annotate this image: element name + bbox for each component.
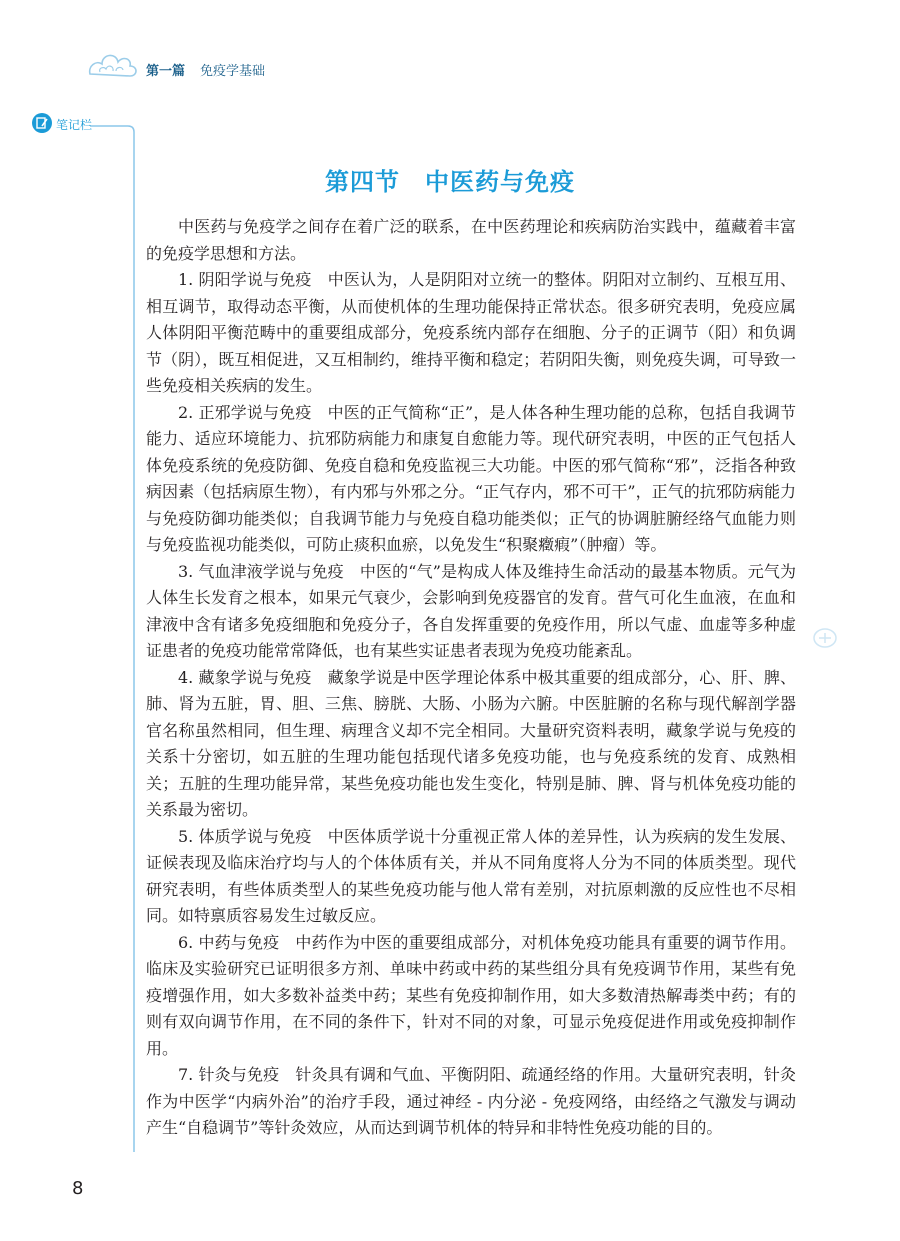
paragraph-text: 中药作为中医的重要组成部分，对机体免疫功能具有重要的调节作用。临床及实验研究已证明很多方剂、单味中药或中药的某些组分具有免疫调节作用，某些有免疫增强作用，如大多数补益类中药；某些有免疫抑制作用，如大多数清热解毒类中药；有的则有双向调节作用，在不同的条件下，针对不同的对象，可显示免疫促进作用或免疫抑制作用。 [146, 932, 796, 1058]
paragraph-text: 藏象学说是中医学理论体系中极其重要的组成部分，心、肝、脾、肺、肾为五脏，胃、胆、三焦、膀胱、大肠、小肠为六腑。中医脏腑的名称与现代解剖学器官名称虽然相同，但生理、病理含义却不完全相同。大量研究资料表明，藏象学说与免疫的关系十分密切，如五脏的生理功能包括现代诸多免疫功能，也与免疫系统的发育、成熟相关；五脏的生理功能异常，某些免疫功能也发生变化，特别是肺、脾、肾与机体免疫功能的关系最为密切。 [146, 667, 796, 819]
paragraph-text: 中医药与免疫学之间存在着广泛的联系，在中医药理论和疾病防治实践中，蕴藏着丰富的免疫学思想和方法。 [146, 217, 796, 263]
paragraph-heading: 5. 体质学说与免疫 [178, 826, 328, 846]
paragraph-text: 中医的“气”是构成人体及维持生命活动的最基本物质。元气为人体生长发育之根本，如果元气衰少，会影响到免疫器官的发育。营气可化生血液，在血和津液中含有诸多免疫细胞和免疫分子，各自发挥重要的免疫作用，所以气虚、血虚等多种虚证患者的免疫功能常常降低，也有某些实证患者表现为免疫功能紊乱。 [146, 561, 796, 660]
paragraph-text: 中医体质学说十分重视正常人体的差异性，认为疾病的发生发展、证候表现及临床治疗均与人的个体体质有关，并从不同角度将人分为不同的体质类型。现代研究表明，有些体质类型人的某些免疫功能与他人常有差别，对抗原刺激的反应性也不尽相同。如特禀质容易发生过敏反应。 [146, 826, 796, 925]
paragraph-heading: 2. 正邪学说与免疫 [178, 402, 328, 422]
paragraph-ti-zhi [146, 824, 796, 930]
paragraph-heading: 3. 气血津液学说与免疫 [178, 561, 360, 581]
paragraph-text: 中医的正气简称“正”，是人体各种生理功能的总称，包括自我调节能力、适应环境能力、抗邪防病能力和康复自愈能力等。现代研究表明，中医的正气包括人体免疫系统的免疫防御、免疫自稳和免疫监视三大功能。中医的邪气简称“邪”，泛指各种致病因素（包括病原生物），有内邪与外邪之分。“正气存内，邪不可干”，正气的抗邪防病能力与免疫防御功能类似；自我调节能力与免疫自稳功能类似；正气的协调脏腑经络气血能力则与免疫监视功能类似，可防止痰积血瘀，以免发生“积聚癥瘕”（肿瘤）等。 [146, 402, 796, 554]
paragraph-heading: 6. 中药与免疫 [178, 932, 296, 952]
paragraph-intro [146, 214, 796, 267]
paragraph-acupuncture [146, 1062, 796, 1142]
body-text [146, 214, 796, 1142]
header-title: 免疫学基础 [200, 64, 266, 79]
header-part-label: 第一篇 [146, 64, 186, 79]
notes-column-label: 笔记栏 [56, 118, 93, 132]
paragraph-yin-yang [146, 267, 796, 400]
section-title: 第四节 中医药与免疫 [325, 168, 575, 196]
paragraph-heading: 1. 阴阳学说与免疫 [178, 270, 328, 289]
paragraph-text: 中医认为，人是阴阳对立统一的整体。阴阳对立制约、互根互用、相互调节，取得动态平衡，从而使机体的生理功能保持正常状态。很多研究表明，免疫应属人体阴阳平衡范畴中的重要组成部分，免疫系统内部存在细胞、分子的正调节（阳）和负调节（阴），既互相促进，又互相制约，维持平衡和稳定；若阴阳失衡，则免疫失调，可导致一些免疫相关疾病的发生。 [146, 270, 796, 395]
paragraph-zheng-xie [146, 400, 796, 559]
paragraph-zang-xiang [146, 665, 796, 824]
notes-pen-icon [32, 113, 52, 133]
paragraph-text: 针灸具有调和气血、平衡阴阳、疏通经络的作用。大量研究表明，针灸作为中医学“内病外治”的治疗手段，通过神经 - 内分泌 - 免疫网络，由经络之气激发与调动产生“自稳调节”等针灸效应，从而达到调节机体的特异和非特性免疫功能的目的。 [146, 1065, 796, 1137]
paragraph-heading: 4. 藏象学说与免疫 [178, 667, 328, 687]
side-badge-icon [812, 625, 838, 651]
paragraph-qi-xue [146, 559, 796, 665]
paragraph-herbs [146, 930, 796, 1063]
paragraph-heading: 7. 针灸与免疫 [178, 1065, 296, 1084]
page-number: 8 [72, 1178, 84, 1199]
